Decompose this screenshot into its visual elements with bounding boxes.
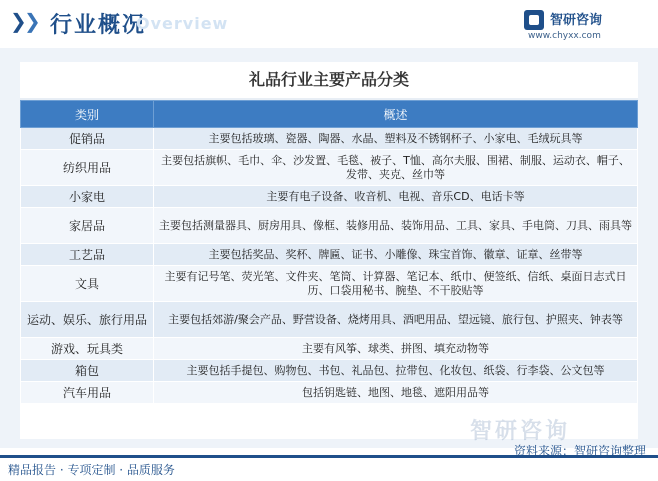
category-cell: 箱包 xyxy=(21,360,154,382)
product-category-table xyxy=(20,100,638,404)
chevron-right-icon: ❯ xyxy=(10,9,27,33)
category-cell: 促销品 xyxy=(21,128,154,150)
description-cell: 主要有记号笔、荧光笔、文件夹、笔筒、计算器、笔记本、纸巾、便签纸、信纸、桌面日志式日历、口袋用秘书、腕垫、不干胶贴等 xyxy=(154,266,638,302)
category-cell: 纺织用品 xyxy=(21,150,154,186)
category-cell: 运动、娱乐、旅行用品 xyxy=(21,302,154,338)
section-title: 行业概况 xyxy=(50,13,147,38)
category-cell: 工艺品 xyxy=(21,244,154,266)
brand-url: www.chyxx.com xyxy=(528,31,601,41)
footer-tagline: 精品报告 · 专项定制 · 品质服务 xyxy=(8,463,175,477)
table-row xyxy=(21,150,638,186)
table-row xyxy=(21,360,638,382)
description-cell: 主要包括测量器具、厨房用具、像框、装修用品、装饰用品、工具、家具、手电筒、刀具、雨具等 xyxy=(154,208,638,244)
section-subtitle-ghost: Overview xyxy=(136,14,229,33)
table-row xyxy=(21,128,638,150)
category-cell: 小家电 xyxy=(21,186,154,208)
table-row xyxy=(21,186,638,208)
table-row xyxy=(21,338,638,360)
description-cell: 主要有电子设备、收音机、电视、音乐CD、电话卡等 xyxy=(154,186,638,208)
description-cell: 主要包括旗帜、毛巾、伞、沙发置、毛毯、被子、T恤、高尔夫服、围裙、制服、运动衣、帽子、发带、夹克、丝巾等 xyxy=(154,150,638,186)
category-cell: 家居品 xyxy=(21,208,154,244)
page-header xyxy=(0,0,658,48)
page-footer xyxy=(0,419,658,481)
description-cell: 包括钥匙链、地图、地毯、遮阳用品等 xyxy=(154,382,638,404)
column-header-category: 类别 xyxy=(21,101,154,128)
table-panel xyxy=(20,62,638,439)
table-row xyxy=(21,208,638,244)
category-cell: 汽车用品 xyxy=(21,382,154,404)
table-row xyxy=(21,244,638,266)
description-cell: 主要包括郊游/聚会产品、野营设备、烧烤用具、酒吧用品、望远镜、旅行包、护照夹、钟表等 xyxy=(154,302,638,338)
description-cell: 主要包括玻璃、瓷器、陶器、水晶、塑料及不锈钢杯子、小家电、毛绒玩具等 xyxy=(154,128,638,150)
brand-logo-block xyxy=(524,8,644,44)
brand-name: 智研咨询 xyxy=(550,13,603,28)
description-cell: 主要包括奖品、奖杯、牌匾、证书、小雕像、珠宝首饰、徽章、证章、丝带等 xyxy=(154,244,638,266)
table-header-row xyxy=(21,101,638,128)
category-cell: 文具 xyxy=(21,266,154,302)
description-cell: 主要有风筝、球类、拼图、填充动物等 xyxy=(154,338,638,360)
watermark-text: 智研咨询 xyxy=(470,419,571,444)
source-note: 资料来源：智研咨询整理 xyxy=(513,444,646,458)
table-row xyxy=(21,266,638,302)
table-row xyxy=(21,382,638,404)
brand-logo-icon xyxy=(524,10,544,30)
table-title: 礼品行业主要产品分类 xyxy=(20,62,638,100)
category-cell: 游戏、玩具类 xyxy=(21,338,154,360)
column-header-description: 概述 xyxy=(154,101,638,128)
table-row xyxy=(21,302,638,338)
description-cell: 主要包括手提包、购物包、书包、礼品包、拉带包、化妆包、纸袋、行李袋、公文包等 xyxy=(154,360,638,382)
chevron-right-icon: ❯ xyxy=(24,9,41,33)
